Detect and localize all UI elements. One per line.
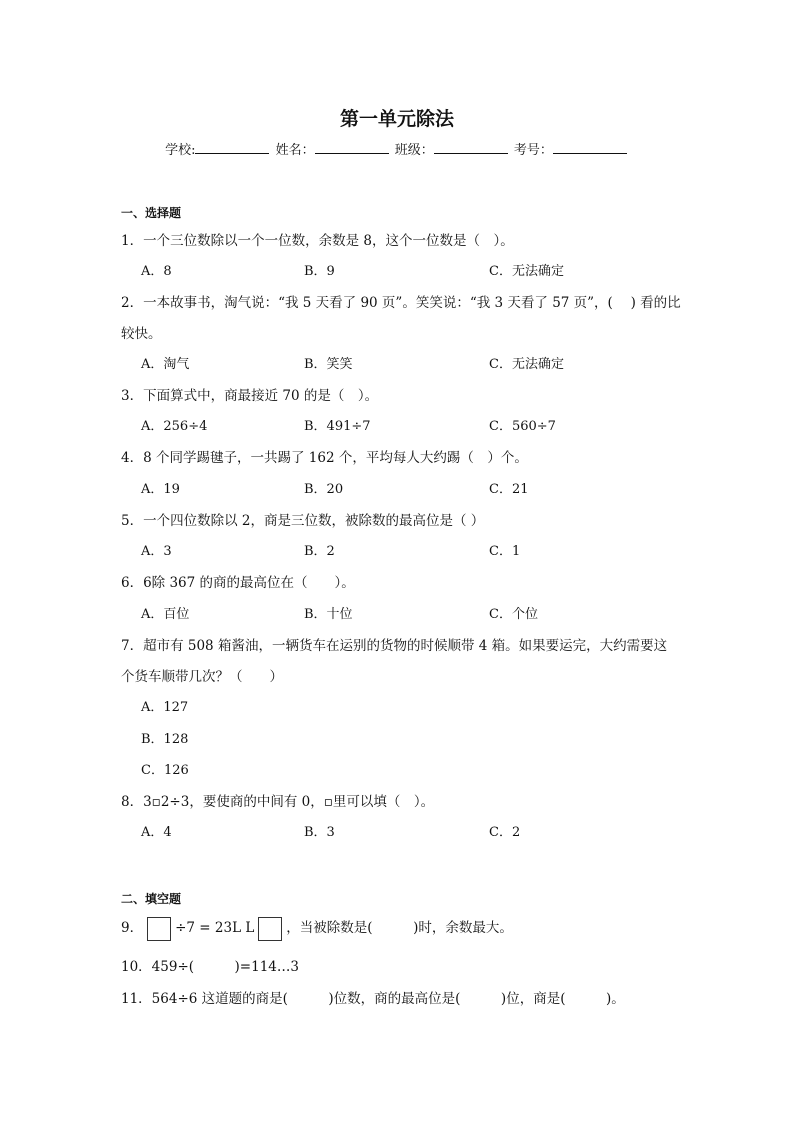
question-7-line-1: 7．超市有 508 箱酱油，一辆货车在运别的货物的时候顺带 4 箱。如果要运完，大约需要这 <box>121 638 668 654</box>
q7-option-a[interactable]: A．127 <box>141 700 189 715</box>
q6-option-c[interactable]: C．个位 <box>489 607 538 622</box>
question-1: 1．一个三位数除以一个一位数，余数是 8，这个一位数是（ ）。 <box>121 233 514 249</box>
q9-middle: ÷7 = 23L L <box>175 920 255 936</box>
q4-option-a[interactable]: A．19 <box>141 482 180 497</box>
question-10: 10．459÷( )=114…3 <box>121 959 299 975</box>
name-label: 姓名： <box>275 143 315 158</box>
q9-answer-box-1[interactable] <box>147 917 171 941</box>
q2-option-b[interactable]: B．笑笑 <box>304 357 353 372</box>
question-4: 4．8 个同学踢毽子，一共踢了 162 个，平均每人大约踢（ ）个。 <box>121 450 528 466</box>
q1-option-a[interactable]: A．8 <box>141 264 172 279</box>
question-3: 3．下面算式中，商最接近 70 的是（ ）。 <box>121 388 379 404</box>
q8-option-a[interactable]: A．4 <box>141 825 172 840</box>
q5-option-a[interactable]: A．3 <box>141 544 172 559</box>
question-5: 5．一个四位数除以 2，商是三位数，被除数的最高位是（ ） <box>121 513 485 529</box>
section-fill-heading: 二、填空题 <box>121 892 182 906</box>
class-blank[interactable] <box>434 141 508 154</box>
q1-option-b[interactable]: B．9 <box>304 264 335 279</box>
question-9 <box>121 916 681 941</box>
q8-option-b[interactable]: B．3 <box>304 825 335 840</box>
q9-suffix: ，当被除数是( )时，余数最大。 <box>286 920 513 936</box>
question-8: 8．3▫2÷3，要使商的中间有 0，▫里可以填（ ）。 <box>121 794 435 810</box>
question-7-line-2: 个货车顺带几次？（ ） <box>121 669 283 685</box>
school-label: 学校: <box>165 143 196 158</box>
q3-option-c[interactable]: C．560÷7 <box>489 419 556 434</box>
page-title: 第一单元除法 <box>339 108 454 130</box>
q2-option-c[interactable]: C．无法确定 <box>489 357 564 372</box>
q6-option-a[interactable]: A．百位 <box>141 607 190 622</box>
question-2-line-2: 较快。 <box>121 326 162 342</box>
q3-option-b[interactable]: B．491÷7 <box>304 419 371 434</box>
q5-option-b[interactable]: B．2 <box>304 544 335 559</box>
q4-option-c[interactable]: C．21 <box>489 482 529 497</box>
section-choice-heading: 一、选择题 <box>121 206 182 220</box>
q7-option-c[interactable]: C．126 <box>141 763 189 778</box>
q6-option-b[interactable]: B．十位 <box>304 607 353 622</box>
question-6: 6．6除 367 的商的最高位在（ ）。 <box>121 575 355 591</box>
student-info-line <box>0 139 794 158</box>
number-blank[interactable] <box>553 141 627 154</box>
q7-option-b[interactable]: B．128 <box>141 732 189 747</box>
q9-prefix: 9． <box>121 920 144 936</box>
school-blank[interactable] <box>195 141 269 154</box>
q4-option-b[interactable]: B．20 <box>304 482 344 497</box>
q8-option-c[interactable]: C．2 <box>489 825 521 840</box>
number-label: 考号： <box>513 143 553 158</box>
class-label: 班级： <box>394 143 434 158</box>
q2-option-a[interactable]: A．淘气 <box>141 357 190 372</box>
q1-option-c[interactable]: C．无法确定 <box>489 264 564 279</box>
q3-option-a[interactable]: A．256÷4 <box>141 419 208 434</box>
question-2-line-1: 2．一本故事书，淘气说：“我 5 天看了 90 页”。笑笑说：“我 3 天看了 57 页”，( ) 看的比 <box>121 295 681 311</box>
q9-answer-box-2[interactable] <box>258 917 282 941</box>
q5-option-c[interactable]: C．1 <box>489 544 521 559</box>
question-11: 11．564÷6 这道题的商是( )位数，商的最高位是( )位，商是( )。 <box>121 991 625 1007</box>
name-blank[interactable] <box>315 141 389 154</box>
